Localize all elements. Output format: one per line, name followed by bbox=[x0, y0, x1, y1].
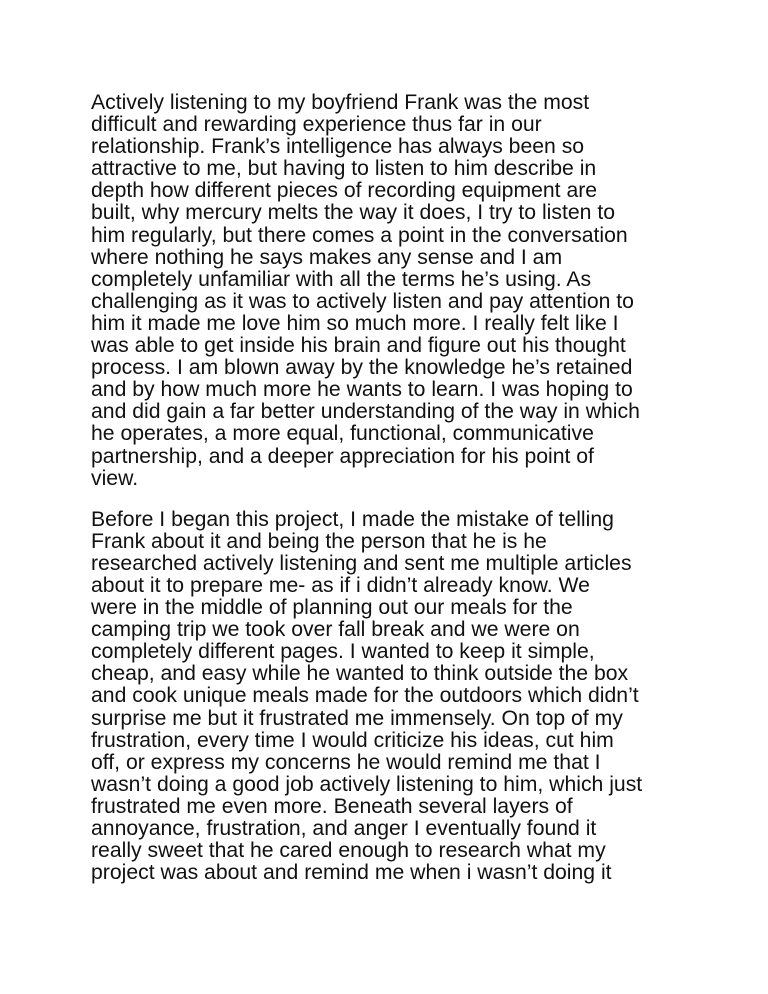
paragraph-2 bbox=[91, 509, 715, 885]
text-line: he operates, a more equal, functional, communicative bbox=[91, 422, 594, 446]
text-line: where nothing he says makes any sense and I am bbox=[91, 245, 563, 269]
document-body bbox=[91, 92, 715, 884]
text-line: process. I am blown away by the knowledge he’s retained bbox=[91, 356, 633, 380]
text-line: completely unfamiliar with all the terms he’s using. As bbox=[91, 267, 592, 291]
text-line: wasn’t doing a good job actively listening to him, which just bbox=[91, 772, 643, 796]
text-line: Frank about it and being the person that he is he bbox=[91, 529, 547, 553]
text-line: difficult and rewarding experience thus far in our bbox=[91, 113, 542, 137]
text-line: him it made me love him so much more. I really felt like I bbox=[91, 311, 619, 335]
text-line: him regularly, but there comes a point in the conversation bbox=[91, 223, 628, 247]
text-line: surprise me but it frustrated me immensely. On top of my bbox=[91, 706, 623, 730]
text-line: challenging as it was to actively listen and pay attention to bbox=[91, 289, 634, 313]
text-line: relationship. Frank’s intelligence has always been so bbox=[91, 135, 585, 159]
text-line: about it to prepare me- as if i didn’t already know. We bbox=[91, 573, 590, 597]
text-line: frustration, every time I would criticize his ideas, cut him bbox=[91, 728, 614, 752]
text-line: attractive to me, but having to listen to him describe in bbox=[91, 157, 597, 181]
paragraph-spacer bbox=[91, 490, 715, 509]
text-line: Before I began this project, I made the mistake of telling bbox=[91, 507, 614, 531]
text-line: and by how much more he wants to learn. I was hoping to bbox=[91, 378, 633, 402]
text-line: and did gain a far better understanding of the way in which bbox=[91, 400, 640, 424]
text-line: project was about and remind me when i wasn’t doing it bbox=[91, 861, 612, 885]
text-line: researched actively listening and sent me multiple articles bbox=[91, 551, 632, 575]
text-line: off, or express my concerns he would remind me that I bbox=[91, 750, 601, 774]
text-line: cheap, and easy while he wanted to think outside the box bbox=[91, 662, 629, 686]
text-line: annoyance, frustration, and anger I eventually found it bbox=[91, 817, 597, 840]
text-line: was able to get inside his brain and figure out his thought bbox=[91, 334, 626, 358]
paragraph-1 bbox=[91, 92, 715, 490]
text-line: were in the middle of planning out our meals for the bbox=[91, 596, 573, 620]
text-line: really sweet that he cared enough to research what my bbox=[91, 839, 606, 863]
text-line: built, why mercury melts the way it does, I try to listen to bbox=[91, 201, 615, 225]
text-line: partnership, and a deeper appreciation for his point of bbox=[91, 444, 594, 468]
text-line: view. bbox=[91, 466, 139, 490]
text-line: Actively listening to my boyfriend Frank was the most bbox=[91, 91, 590, 114]
text-line: and cook unique meals made for the outdoors which didn’t bbox=[91, 684, 639, 708]
text-line: frustrated me even more. Beneath several layers of bbox=[91, 794, 573, 818]
text-line: camping trip we took over fall break and we were on bbox=[91, 618, 580, 642]
text-line: depth how different pieces of recording equipment are bbox=[91, 179, 598, 203]
text-line: completely different pages. I wanted to keep it simple, bbox=[91, 640, 595, 664]
